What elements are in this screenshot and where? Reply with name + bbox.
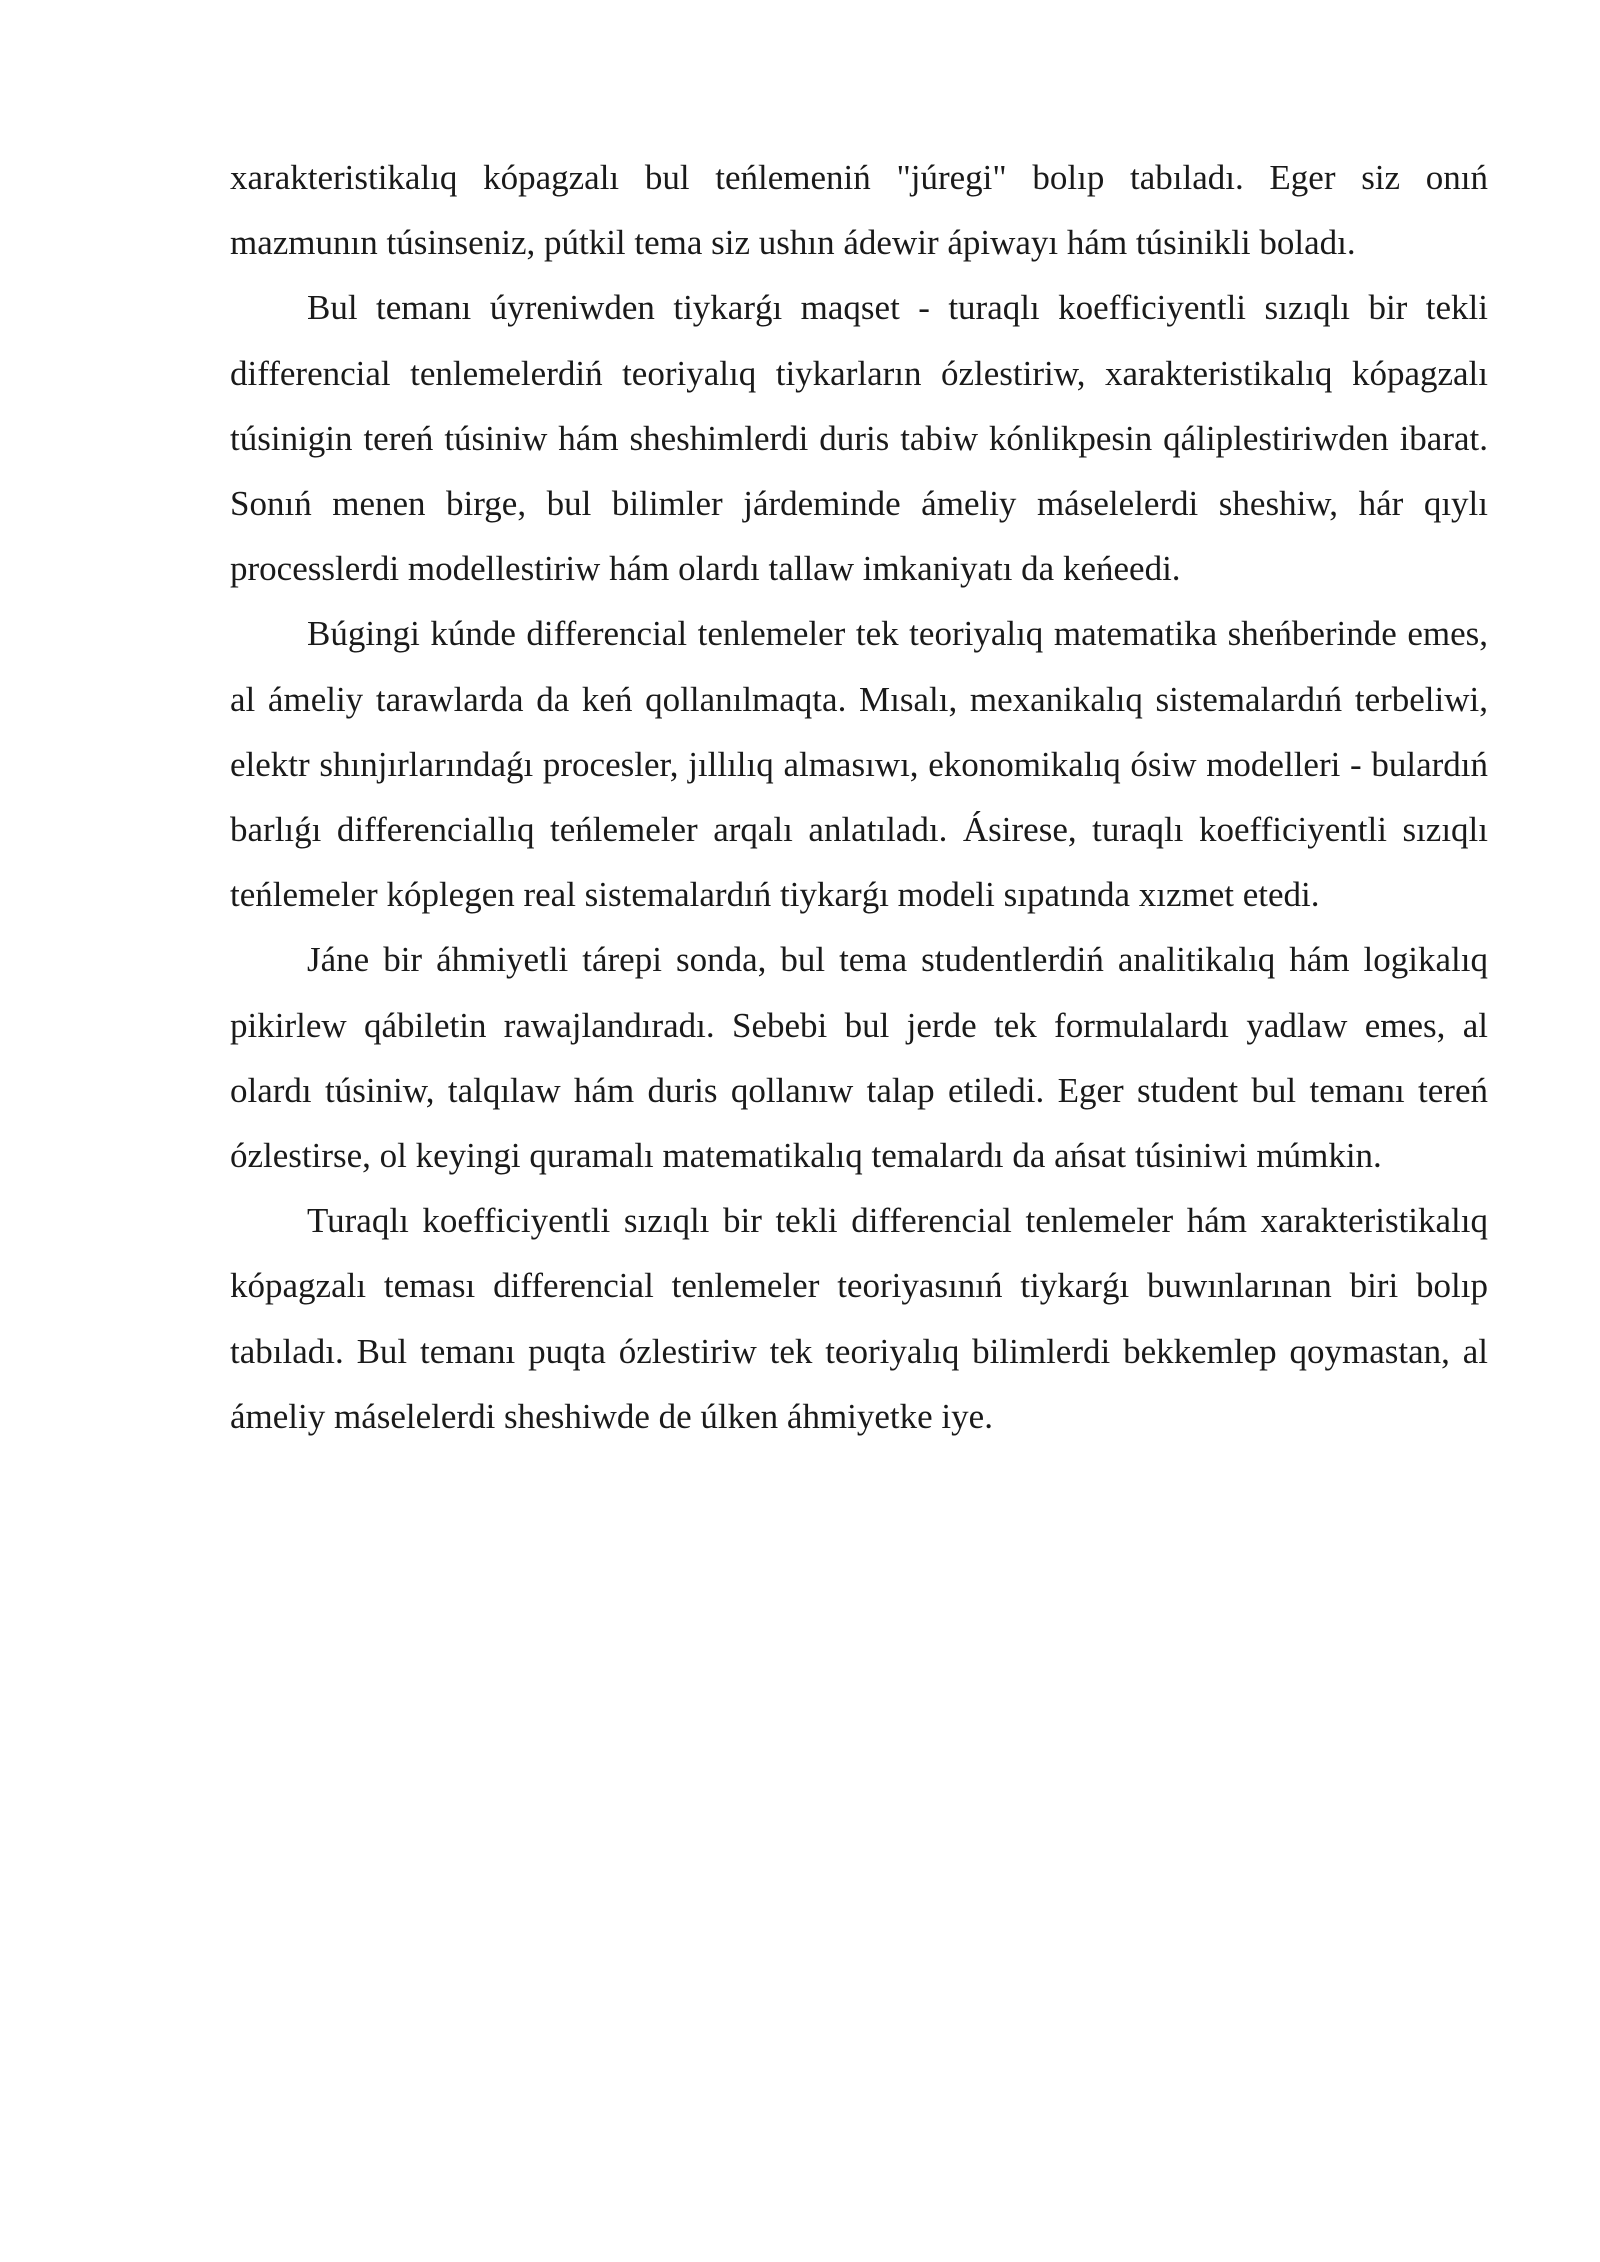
paragraph-thinking-skills: Jáne bir áhmiyetli tárepi sonda, bul tema studentlerdiń analitikalıq hám logikalıq pikirlew qábiletin rawajlandıradı. Sebebi bul jerde tek formulalardı yadlaw emes, al olardı túsiniw, talqılaw hám duris qollanıw talap etiledi. Eger student bul temanı tereń ózlestirse, ol keyingi quramalı matematikalıq temalardı da ańsat túsiniwi múmkin. <box>230 940 1488 1176</box>
paragraph-study-goal: Bul temanı úyreniwden tiykarǵı maqset - turaqlı koefficiyentli sızıqlı bir tekli differencial tenlemelerdiń teoriyalıq tiykarların ózlestiriw, xarakteristikalıq kópagzalı túsinigin tereń túsiniw hám sheshimlerdi duris tabiw kónlikpesin qáliplestiriwden ibarat. Sonıń menen birge, bul bilimler járdeminde ámeliy máselelerdi sheshiw, hár qıylı processlerdi modellestiriw hám olardı tallaw imkaniyatı da keńeedi. <box>230 288 1488 589</box>
paragraph-continuation: xarakteristikalıq kópagzalı bul teńlemeniń "júregi" bolıp tabıladı. Eger siz onıń mazmunın túsinseniz, pútkil tema siz ushın ádewir ápiwayı hám túsinikli boladı. <box>230 158 1488 263</box>
body-text <box>230 145 1488 1449</box>
paragraph-conclusion: Turaqlı koefficiyentli sızıqlı bir tekli differencial tenlemeler hám xarakteristikalıq kópagzalı teması differencial tenlemeler teoriyasınıń tiykarǵı buwınlarınan biri bolıp tabıladı. Bul temanı puqta ózlestiriw tek teoriyalıq bilimlerdi bekkemlep qoymastan, al ámeliy máselelerdi sheshiwde de úlken áhmiyetke iye. <box>230 1201 1488 1436</box>
paragraph-applications: Búgingi kúnde differencial tenlemeler tek teoriyalıq matematika sheńberinde emes, al ámeliy tarawlarda da keń qollanılmaqta. Mısalı, mexanikalıq sistemalardıń terbeliwi, elektr shınjırlarındaǵı procesler, jıllılıq almasıwı, ekonomikalıq ósiw modelleri - bulardıń barlıǵı differenciallıq teńlemeler arqalı anlatıladı. Ásirese, turaqlı koefficiyentli sızıqlı teńlemeler kóplegen real sistemalardıń tiykarǵı modeli sıpatında xızmet etedi. <box>230 614 1488 915</box>
